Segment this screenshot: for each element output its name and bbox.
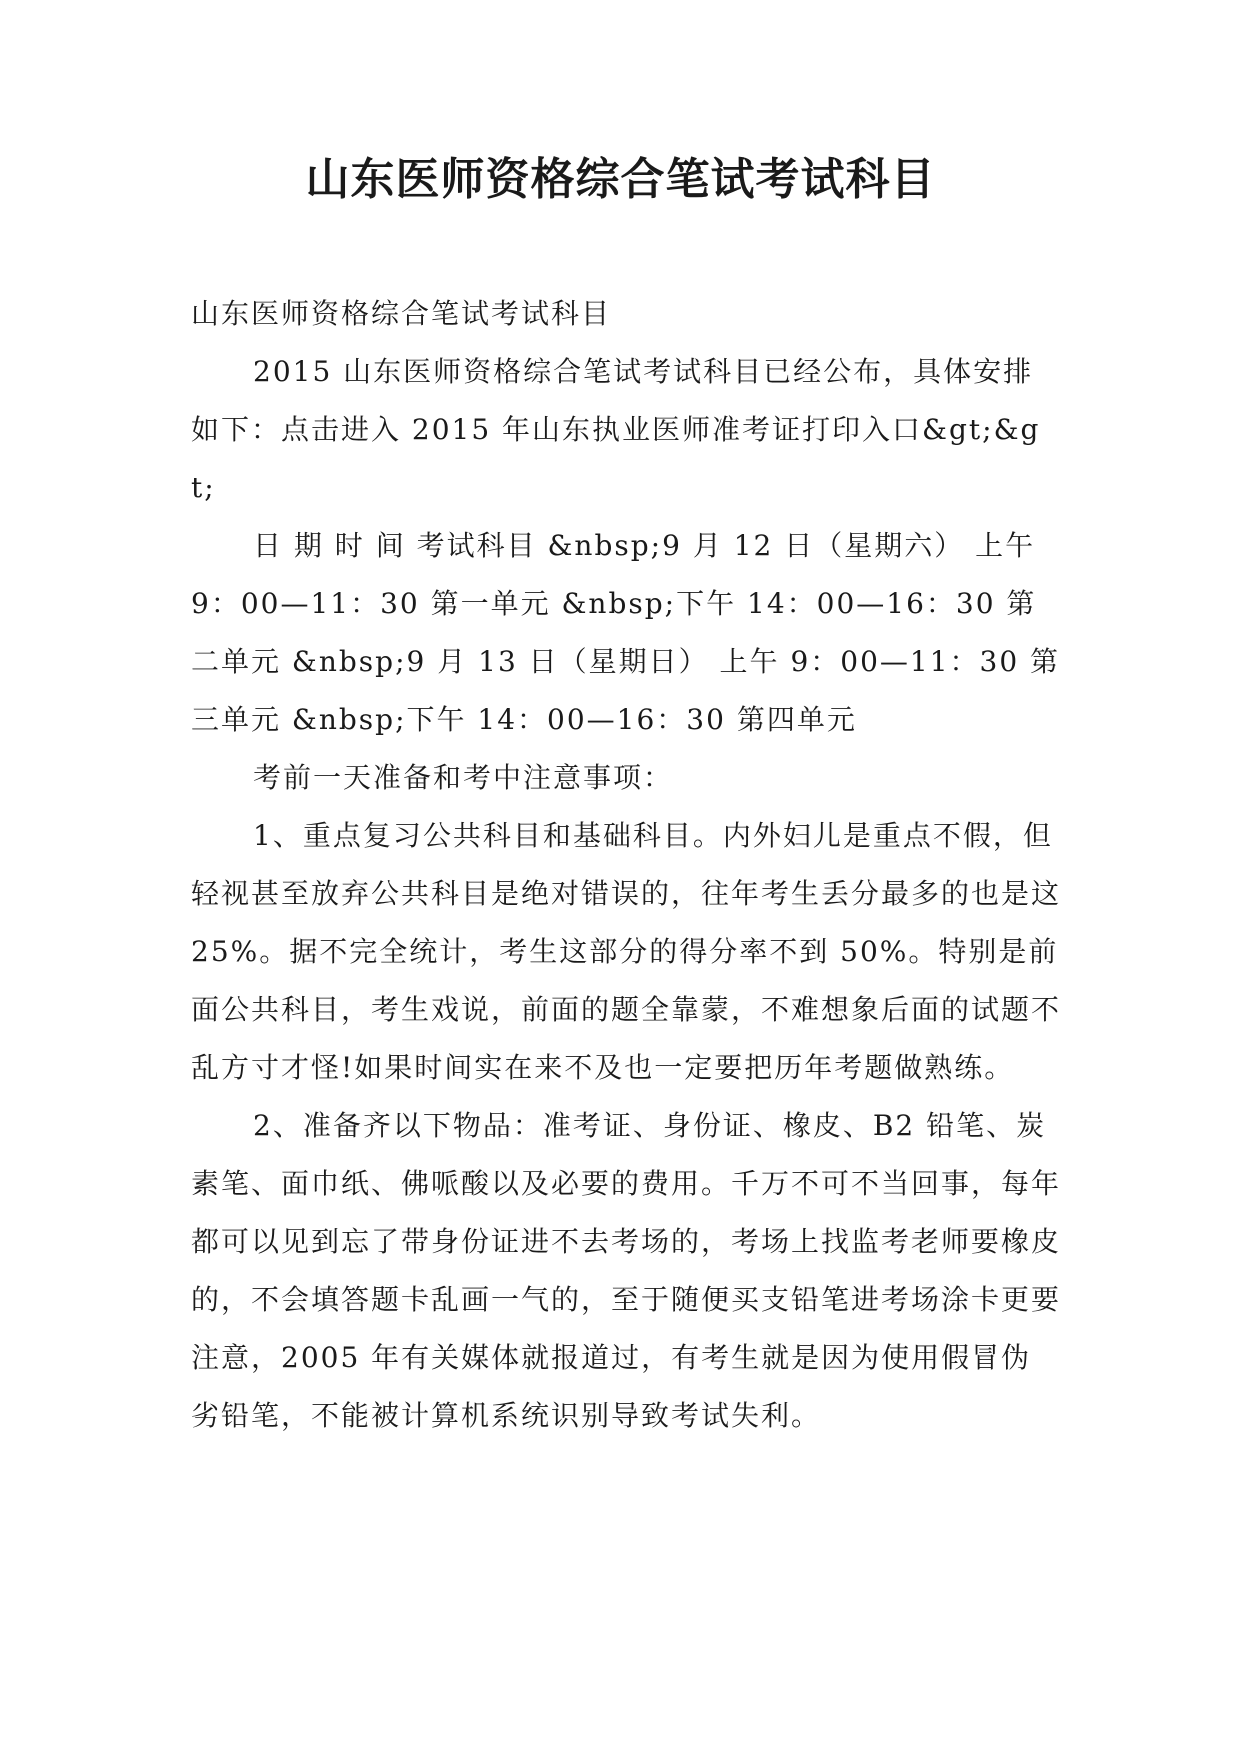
paragraph-note-2: 2、准备齐以下物品：准考证、身份证、橡皮、B2 铅笔、炭素笔、面巾纸、佛哌酸以及必要的费用。千万不可不当回事，每年都可以见到忘了带身份证进不去考场的，考场上找监考老师要橡皮的，不会填答题卡乱画一气的，至于随便买支铅笔进考场涂卡更要注意，2005 年有关媒体就报道过，有考生就是因为使用假冒伪劣铅笔，不能被计算机系统识别导致考试失利。	[191, 1109, 1062, 1432]
paragraph-intro: 2015 山东医师资格综合笔试考试科目已经公布，具体安排如下：点击进入 2015 年山东执业医师准考证打印入口&gt;&gt;	[191, 355, 1041, 504]
document-title: 山东医师资格综合笔试考试科目	[305, 154, 936, 205]
paragraph-note-1: 1、重点复习公共科目和基础科目。内外妇儿是重点不假，但轻视甚至放弃公共科目是绝对错误的，往年考生丢分最多的也是这 25%。据不完全统计，考生这部分的得分率不到 50%。特别是前面公共科目，考生戏说，前面的题全靠蒙，不难想象后面的试题不乱方寸才怪!如果时间实在来不及也一定要把历年考题做熟练。	[191, 819, 1062, 1084]
paragraph-subtitle: 山东医师资格综合笔试考试科目	[191, 297, 612, 330]
document-body	[191, 285, 1061, 1445]
paragraph-notes-heading: 考前一天准备和考中注意事项：	[253, 761, 674, 794]
paragraph-schedule: 日 期 时 间 考试科目 &nbsp;9 月 12 日（星期六） 上午 9：00—11：30 第一单元 &nbsp;下午 14：00—16：30 第二单元 &nbsp;9 月 13 日（星期日） 上午 9：00—11：30 第三单元 &nbsp;下午 14：00—16：30 第四单元	[191, 529, 1061, 736]
